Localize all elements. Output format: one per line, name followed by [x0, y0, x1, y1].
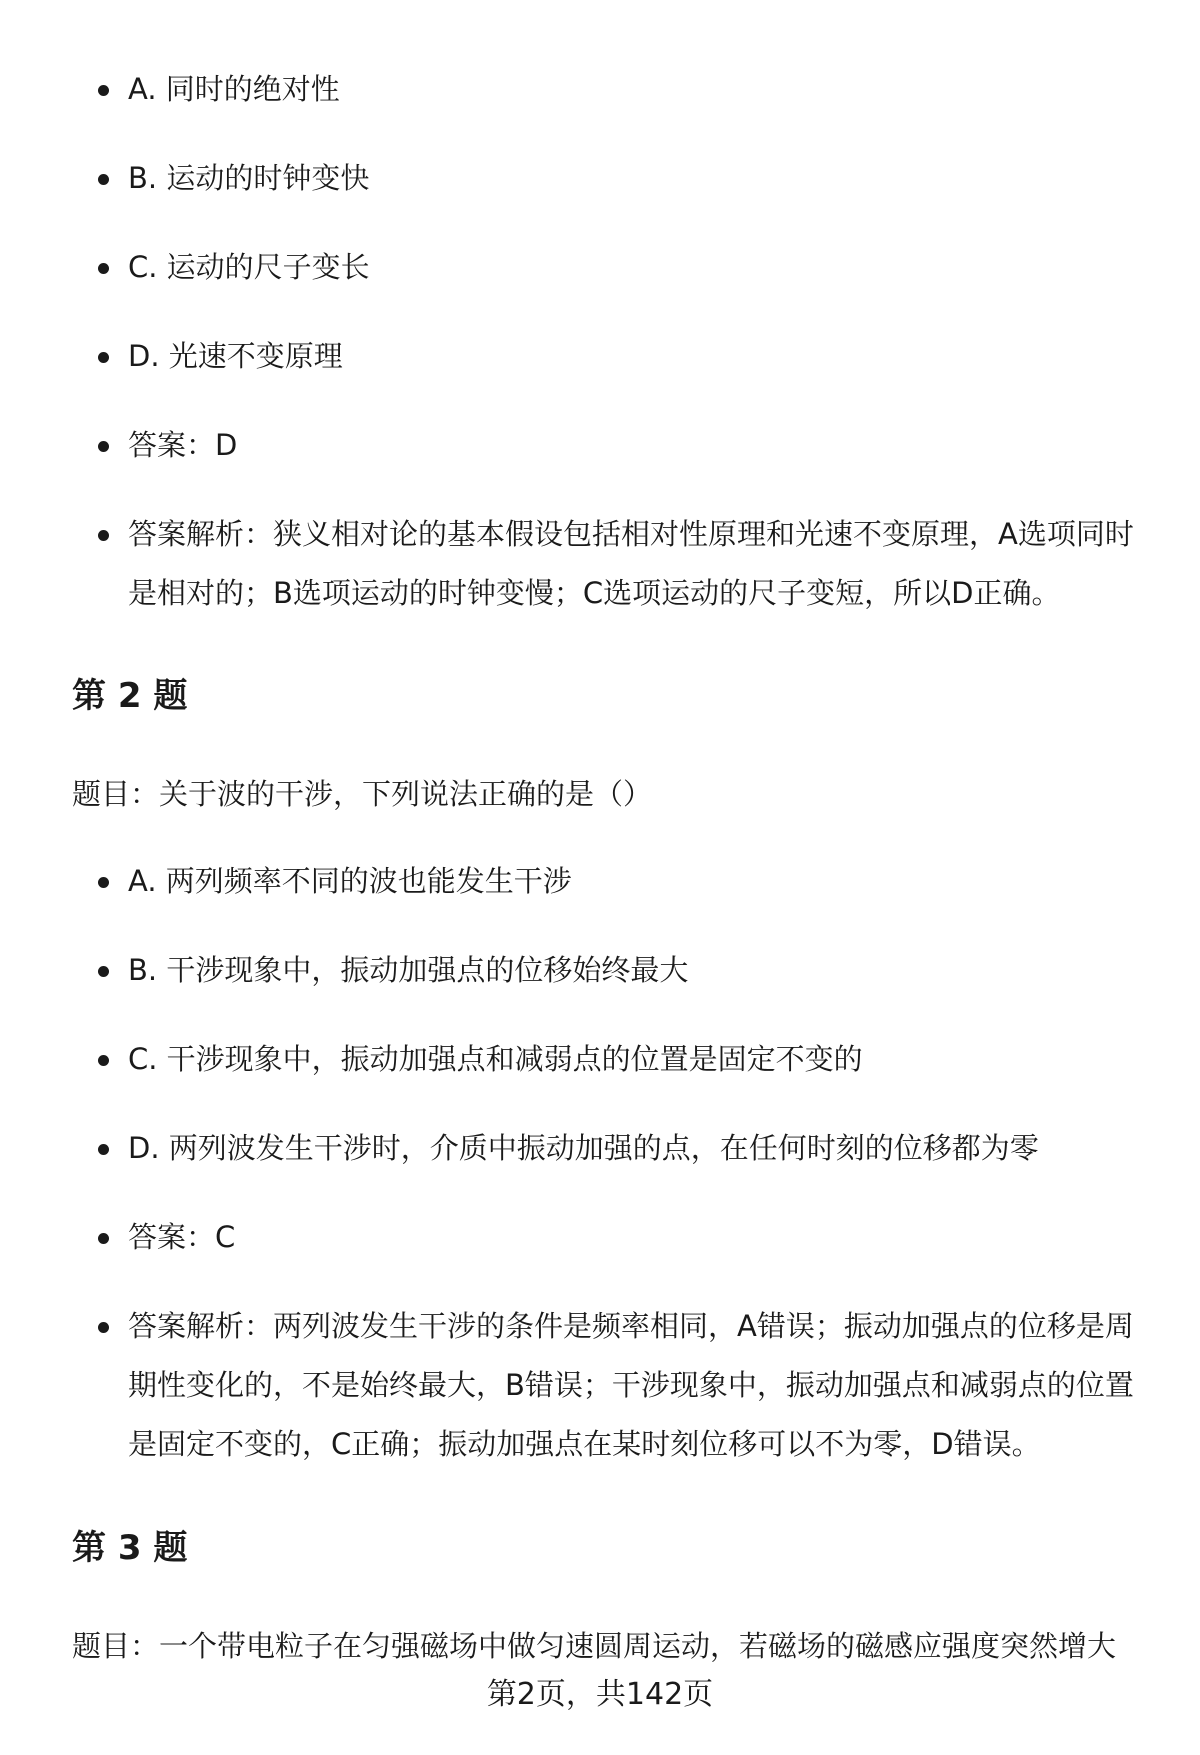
q1-answer: 答案：D [72, 416, 1142, 475]
q2-stem: 题目：关于波的干涉，下列说法正确的是（） [72, 777, 653, 811]
q2-answer: 答案：C [72, 1208, 1142, 1267]
q3-stem: 题目：一个带电粒子在匀强磁场中做匀速圆周运动，若磁场的磁感应强度突然增大 [72, 1629, 1117, 1663]
q1-option-d: D. 光速不变原理 [72, 327, 1142, 386]
q1-analysis: 答案解析：狭义相对论的基本假设包括相对性原理和光速不变原理，A选项同时是相对的；B选项运动的时钟变慢；C选项运动的尺子变短，所以D正确。 [72, 505, 1142, 623]
q1-option-b: B. 运动的时钟变快 [72, 149, 1142, 208]
q1-option-c: C. 运动的尺子变长 [72, 238, 1142, 297]
q1-option-a: A. 同时的绝对性 [72, 60, 1142, 119]
q2-heading: 第 2 题 [72, 676, 188, 716]
q2-option-b: B. 干涉现象中，振动加强点的位移始终最大 [72, 941, 1142, 1000]
q2-option-c: C. 干涉现象中，振动加强点和减弱点的位置是固定不变的 [72, 1030, 1142, 1089]
q2-option-list [72, 852, 1142, 1504]
q2-option-a: A. 两列频率不同的波也能发生干涉 [72, 852, 1142, 911]
q1-option-list [72, 60, 1142, 653]
q2-analysis: 答案解析：两列波发生干涉的条件是频率相同，A错误；振动加强点的位移是周期性变化的，不是始终最大，B错误；干涉现象中，振动加强点和减弱点的位置是固定不变的，C正确；振动加强点在某时刻位移可以不为零，D错误。 [72, 1297, 1142, 1474]
q2-option-d: D. 两列波发生干涉时，介质中振动加强的点，在任何时刻的位移都为零 [72, 1119, 1142, 1178]
q3-heading: 第 3 题 [72, 1528, 188, 1568]
page-number-footer: 第2页，共142页 [486, 1677, 714, 1712]
